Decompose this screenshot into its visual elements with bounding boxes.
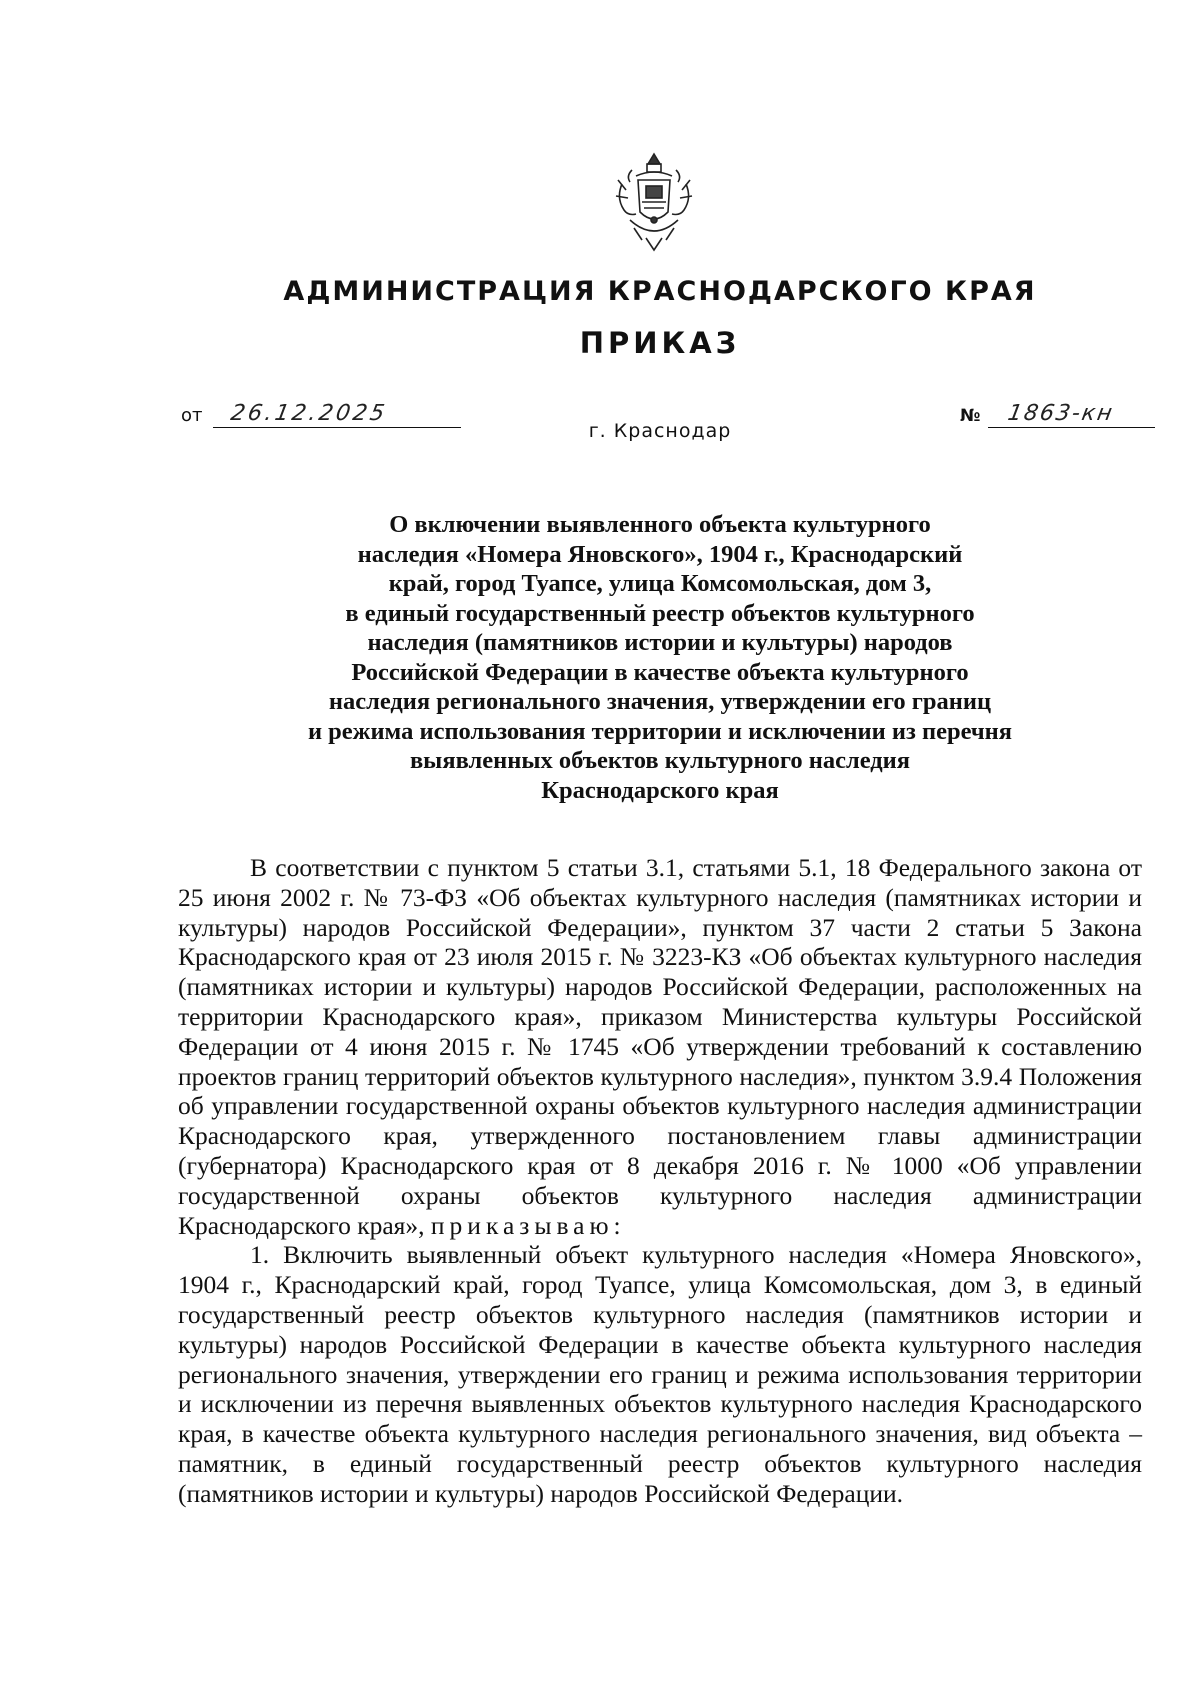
item-1-paragraph: 1. Включить выявленный объект культурного наследия «Номера Яновского», 1904 г., Краснодарский край, город Туапсе, улица Комсомольская, дом 3, в единый государственный реестр объектов культурного наследия (памятников истории и культуры) народов Российской Федерации в качестве объекта культурного наследия регионального значения, утверждении его границ и режима использования территории и исключении из перечня выявленных объектов культурного наследия Краснодарского края, в качестве объекта культурного наследия регионального значения, вид объекта – памятник, в единый государственный реестр объектов культурного наследия (памятников истории и культуры) народов Российской Федерации. — [178, 1240, 1142, 1508]
preamble-paragraph — [178, 853, 1142, 1240]
heading-line: наследия «Номера Яновского», 1904 г., Краснодарский — [357, 540, 963, 568]
order-word: приказываю: — [430, 1210, 626, 1240]
document-city: г. Краснодар — [588, 420, 732, 442]
heading-line: край, город Туапсе, улица Комсомольская, дом 3, — [388, 570, 932, 597]
number-prefix-label: № — [960, 406, 981, 426]
document-number-handwritten: 1863-кн — [1005, 401, 1116, 426]
heading-line: наследия регионального значения, утверждении его границ — [328, 688, 992, 715]
document-heading — [200, 510, 1120, 805]
organization-title: АДМИНИСТРАЦИЯ КРАСНОДАРСКОГО КРАЯ — [283, 276, 1037, 307]
heading-line: выявленных объектов культурного наследия — [409, 747, 911, 774]
date-prefix-label: от — [181, 405, 203, 426]
heading-line: наследия (памятников истории и культуры) народов — [367, 629, 953, 656]
document-body — [178, 853, 1142, 1509]
heading-line: Краснодарского края — [541, 776, 779, 804]
heading-line: и режима использования территории и исключении из перечня — [307, 717, 1013, 745]
coat-of-arms-emblem — [612, 150, 696, 258]
document-date-handwritten: 26.12.2025 — [228, 401, 390, 426]
heading-line: О включении выявленного объекта культурного — [389, 511, 931, 538]
document-type-title: ПРИКАЗ — [579, 326, 741, 360]
heading-line: в единый государственный реестр объектов культурного — [345, 599, 975, 627]
preamble-text: В соответствии с пунктом 5 статьи 3.1, статьями 5.1, 18 Федерального закона от 25 июня 2002 г. № 73-ФЗ «Об объектах культурного наследия (памятниках истории и культуры) народов Российской Федерации», пунктом 37 части 2 статьи 5 Закона Краснодарского края от 23 июля 2015 г. № 3223-КЗ «Об объектах культурного наследия (памятниках истории и культуры) народов Российской Федерации, расположенных на территории Краснодарского края», приказом Министерства культуры Российской Федерации от 4 июня 2015 г. № 1745 «Об утверждении требований к составлению проектов границ территорий объектов культурного наследия», пунктом 3.9.4 Положения об управлении государственной охраны объектов культурного наследия администрации Краснодарского края, утвержденного постановлением главы администрации (губернатора) Краснодарского края от 8 декабря 2016 г. № 1000 «Об управлении государственной охраны объектов культурного наследия администрации Краснодарского края», — [178, 853, 1142, 1240]
heading-line: Российской Федерации в качестве объекта культурного — [351, 658, 969, 686]
